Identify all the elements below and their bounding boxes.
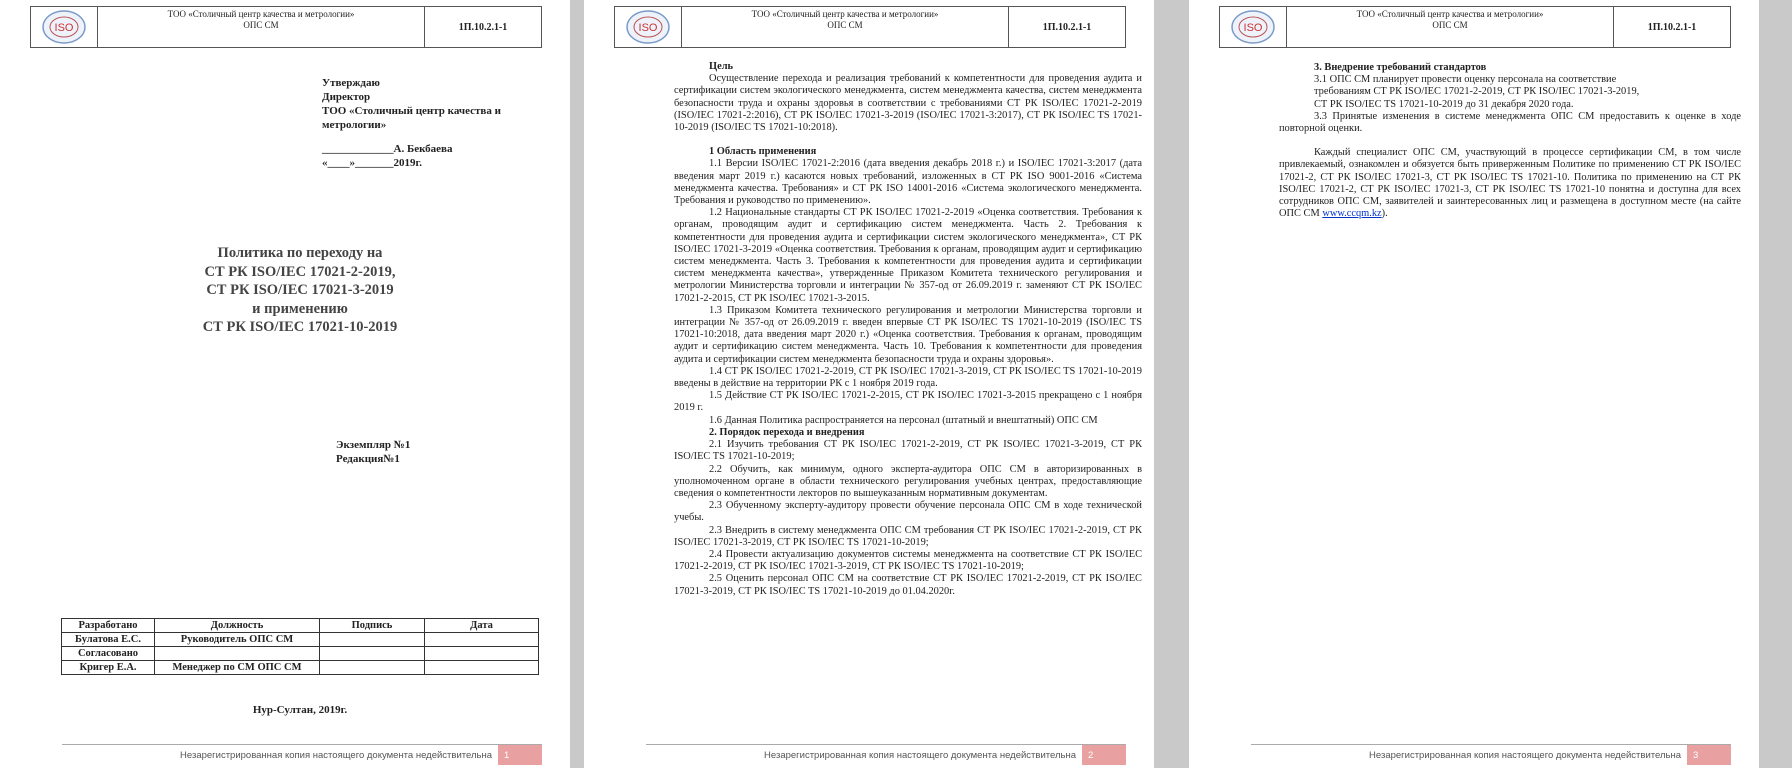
org-name: ТОО «Столичный центр качества и метрологии»: [167, 9, 355, 19]
org-name: ТОО «Столичный центр качества и метрологии»: [1356, 9, 1544, 19]
table-cell: [320, 661, 425, 675]
table-header-row: [62, 619, 539, 633]
paragraph: 1.5 Действие СТ РК ISO/IEC 17021-2-2015, СТ РК ISO/IEC 17021-3-2015 прекращено с 1 ноября 2019 г.: [674, 390, 1142, 414]
logo-text: ISO: [54, 22, 74, 34]
website-link[interactable]: www.ccqm.kz: [1322, 208, 1382, 220]
approve-date: «____»_______2019г.: [322, 157, 423, 169]
table-cell: [425, 633, 539, 647]
paragraph: 3.1 ОПС СМ планирует провести оценку персонала на соответствие: [1314, 74, 1617, 86]
page-header: [30, 6, 542, 48]
page-footer: [1251, 744, 1731, 765]
page-3-body: [1279, 62, 1741, 220]
paragraph: 2.3 Внедрить в систему менеджмента ОПС СМ требования СТ РК ISO/IEC 17021-2-2019, СТ РК ISO/IEC 17021-3-2019, СТ РК ISO/IEC TS 17021-10-2019;: [674, 524, 1142, 548]
table-cell: [320, 633, 425, 647]
document-page-3: [1189, 0, 1759, 768]
org-unit: ОПС СМ: [1432, 20, 1468, 30]
copy-info: [336, 438, 410, 466]
edition-number: Редакция№1: [336, 453, 400, 465]
table-cell: Булатова Е.С.: [62, 633, 155, 647]
paragraph: СТ РК ISO/IEC TS 17021-10-2019 до 31 декабря 2020 года.: [1314, 98, 1574, 110]
city-year: Нур-Султан, 2019г.: [252, 704, 348, 716]
table-row: [62, 661, 539, 675]
footer-text: Незарегистрированная копия настоящего документа недействительна: [180, 749, 492, 761]
approve-line: Директор: [322, 91, 371, 103]
org-unit: ОПС СМ: [827, 20, 863, 30]
title-line: СТ РК ISO/IEC 17021-3-2019: [206, 282, 394, 298]
paragraph: 2.5 Оценить персонал ОПС СМ на соответствие СТ РК ISO/IEC 17021-2-2019, СТ РК ISO/IEC 17021-3-2019, СТ РК ISO/IEC TS 17021-10-2019 до 01.04.2020г.: [674, 573, 1142, 597]
paragraph: 1.4 СТ РК ISO/IEC 17021-2-2019, СТ РК ISO/IEC 17021-3-2019, СТ РК ISO/IEC TS 17021-10-2019 введены в действие на территории РК с 1 ноября 2019 года.: [674, 365, 1142, 390]
title-line: Политика по переходу на: [217, 245, 383, 261]
paragraph: [1279, 147, 1741, 220]
logo-text: ISO: [638, 22, 658, 34]
table-cell: Кригер Е.А.: [62, 661, 155, 675]
paragraph: 2.2 Обучить, как минимум, одного эксперта-аудитора ОПС СМ в авторизированных в уполномоченном органе в области технического регулирования учебных центрах, предоставляющие сведения о компетентности лекторов по вышеуказанным нормативным документам.: [674, 463, 1142, 499]
header-organization: [1287, 7, 1614, 47]
footer-text: Незарегистрированная копия настоящего документа недействительна: [1369, 749, 1681, 761]
page-header: [1219, 6, 1731, 48]
paragraph: 2.3 Обученному эксперту-аудитору провести обучение персонала ОПС СМ в ходе технической учебы.: [674, 500, 1142, 524]
page-number: 2: [1082, 745, 1126, 765]
paragraph: 1.3 Приказом Комитета технического регулирования и метрологии Министерства торговли и интеграции № 357-од от 26.09.2019 г. введен впервые СТ РК ISO/IEC TS 17021-10-2019 (ISO/IEC TS 17021-10:2018, дата введения март 2020 г.) «Оценка соответствия. Требования к органам, проводящим аудит и сертификацию систем менеджмента. Часть 10. Требования к компетентности для проведения аудита и сертификации систем менеджмента безопасности труда и охраны здоровья».: [674, 304, 1142, 365]
table-cell: Согласовано: [62, 647, 155, 661]
approve-signature: _____________А. Бекбаева: [322, 143, 453, 155]
page-number: 1: [498, 745, 542, 765]
signature-table: [61, 618, 539, 675]
title-line: и применению: [252, 300, 348, 317]
paragraph: требованиям СТ РК ISO/IEC 17021-2-2019, СТ РК ISO/IEC 17021-3-2019,: [1314, 86, 1640, 98]
paragraph: 3.3 Принятые изменения в системе менеджмента ОПС СМ предоставить к оценке в ходе повторной оценки.: [1279, 110, 1741, 135]
table-cell: [425, 661, 539, 675]
page-2-body: [674, 61, 1142, 598]
section-heading: Цель: [709, 61, 734, 72]
page-footer: [646, 744, 1126, 765]
document-page-1: [0, 0, 570, 768]
table-cell: [155, 647, 320, 661]
approve-line: ТОО «Столичный центр качества и метрологии»: [322, 105, 501, 131]
title-line: СТ РК ISO/IEC 17021-10-2019: [202, 319, 398, 335]
header-organization: [98, 7, 425, 47]
iso-logo: [615, 7, 682, 47]
document-code: 1П.10.2.1-1: [1647, 21, 1697, 33]
header-organization: [682, 7, 1009, 47]
table-cell: Менеджер по СМ ОПС СМ: [155, 661, 320, 675]
page-header: [614, 6, 1126, 48]
table-header: Должность: [155, 619, 320, 633]
final-statement: Каждый специалист ОПС СМ, участвующий в процессе сертификации СМ, в том числе привлекаемый, ознакомлен и обязуется быть приверженным Политике по применению СТ РК ISO/IEC 17021-2, СТ РК ISO/IEC 17021-3, СТ РК ISO/IEC TS 17021-10. Политика по применению на СТ РК ISO/IEC 17021-2, СТ РК ISO/IEC 17021-3, СТ РК ISO/IEC TS 17021-10 понятна и доступна для всех сотрудников ОПС СМ, заявителей и заинтересованных лиц и размещена в доступном месте (на сайте ОПС СМ: [1279, 147, 1741, 220]
footer-text: Незарегистрированная копия настоящего документа недействительна: [764, 749, 1076, 761]
table-cell: [320, 647, 425, 661]
copy-number: Экземпляр №1: [336, 439, 411, 451]
org-name: ТОО «Столичный центр качества и метрологии»: [751, 9, 939, 19]
table-header: Разработано: [62, 619, 155, 633]
page-footer: [62, 744, 542, 765]
section-heading: 3. Внедрение требований стандартов: [1314, 62, 1487, 73]
page-number: 3: [1687, 745, 1731, 765]
paragraph: Осуществление перехода и реализация требований к компетентности для проведения аудита и сертификации систем экологического менеджмента, систем менеджмента качества, систем менеджмента безопасности труда и охраны здоровья в соответствии с требованиями СТ РК ISO/IEC 17021-2-2019 (ISO/IEC 17021-2:2016), СТ РК ISO/IEC 17021-3-2019 (ISO/IEC 17021-3:2017), СТ РК ISO/IEC TS 17021-10-2019 (ISO/IEC TS 17021-10:2018).: [674, 73, 1142, 134]
logo-text: ISO: [1243, 22, 1263, 34]
document-code: 1П.10.2.1-1: [1042, 21, 1092, 33]
table-cell: [425, 647, 539, 661]
paragraph: 2.1 Изучить требования СТ РК ISO/IEC 17021-2-2019, СТ РК ISO/IEC 17021-3-2019, СТ РК ISO/IEC TS 17021-10-2019;: [674, 439, 1142, 463]
document-page-2: [584, 0, 1154, 768]
paragraph: 1.1 Версии ISO/IEC 17021-2:2016 (дата введения декабрь 2018 г.) и ISO/IEC 17021-3:2017 (дата введения март 2019 г.) касаются новых требований, изложенных в СТ РК ISO 9001-2016 «Система менеджмента качества. Требования» и СТ РК ISO 14001-2016 «Система экологического менеджмента. Требования и руководство по применению».: [674, 158, 1142, 207]
section-heading: 1 Область применения: [709, 146, 817, 158]
approval-block: [322, 76, 552, 170]
table-cell: Руководитель ОПС СМ: [155, 633, 320, 647]
paragraph: 2.4 Провести актуализацию документов системы менеджмента на соответствие СТ РК ISO/IEC 17021-2-2019, СТ РК ISO/IEC 17021-3-2019, СТ РК ISO/IEC TS 17021-10-2019;: [674, 548, 1142, 573]
iso-logo: [1220, 7, 1287, 47]
approve-line: Утверждаю: [322, 77, 380, 89]
title-line: СТ РК ISO/IEC 17021-2-2019,: [204, 263, 396, 280]
table-row: [62, 647, 539, 661]
table-header: Подпись: [320, 619, 425, 633]
paragraph: 1.2 Национальные стандарты СТ РК ISO/IEC 17021-2-2019 «Оценка соответствия. Требования к органам, проводящим аудит и сертификацию систем менеджмента. Часть 2. Требования к компетентности для проведения аудита и сертификации систем экологического менеджмента», СТ РК ISO/IEC 17021-3-2019 «Оценка соответствия. Требования к органам, проводящим аудит и сертификацию систем менеджмента. Часть 3. Требования к компетентности для проведения аудита и сертификации систем менеджмента качества», утвержденные Приказом Комитета технического регулирования и метрологии Министерства торговли и интеграции № 357-од от 26.09.2019 г. заменяют СТ РК ISO/IEC 17021-2-2015, СТ РК ISO/IEC 17021-3-2015.: [674, 207, 1142, 304]
document-code: 1П.10.2.1-1: [458, 21, 508, 33]
document-title: [150, 244, 450, 337]
paragraph: 1.6 Данная Политика распространяется на персонал (штатный и внештатный) ОПС СМ: [709, 414, 1098, 426]
final-statement-end: ).: [1381, 208, 1388, 220]
table-row: [62, 633, 539, 647]
iso-logo: [31, 7, 98, 47]
table-header: Дата: [425, 619, 539, 633]
org-unit: ОПС СМ: [243, 20, 279, 30]
section-heading: 2. Порядок перехода и внедрения: [709, 426, 865, 438]
